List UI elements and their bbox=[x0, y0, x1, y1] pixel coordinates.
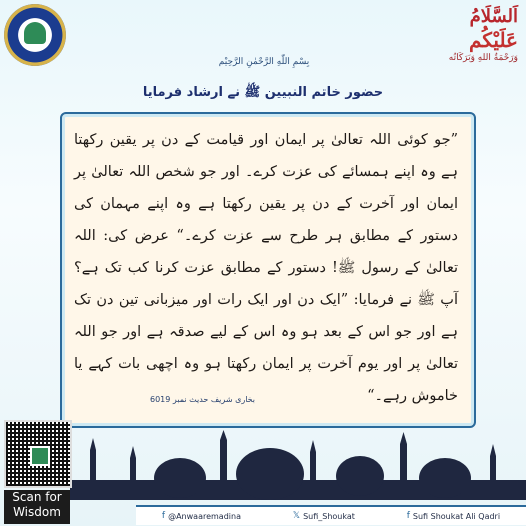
qr-code[interactable] bbox=[4, 420, 72, 488]
social-link-facebook[interactable] bbox=[162, 511, 241, 521]
social-footer bbox=[136, 505, 526, 525]
bismillah: بِسْمِ اللّٰهِ الرَّحْمٰنِ الرَّحِيْم bbox=[218, 57, 310, 67]
salaam-line-1: اَلسَّلَامُ bbox=[469, 6, 518, 27]
dome-icon bbox=[24, 22, 46, 44]
facebook-icon: f bbox=[406, 511, 410, 521]
hadith-text: ”جو کوئی اللہ تعالیٰ پر ایمان اور قیامت کے دن پر یقین رکھتا ہے وہ اپنے ہمسائے کی عزت کرے۔ اور جو شخص اللہ تعالیٰ پر ایمان اور آخرت کے دن پر یقین رکھتا ہے وہ اپنے مہمان کی دستور کے مطابق ہر طرح سے عزت کرے۔“ عرض کی: اللہ تعالیٰ کے رسول ﷺ! دستور کے مطابق عزت کرنا کب تک ہے؟ آپ ﷺ نے فرمایا: ”ایک دن اور ایک رات اور میزبانی تین دن تک ہے اور جو اس کے بعد ہو وہ اس کے لیے صدقہ ہے اور جو اللہ تعالیٰ پر اور یوم آخرت پر ایمان رکھتا ہو وہ اچھی بات کہے یا خاموش رہے۔“ bbox=[74, 132, 458, 404]
salaam-line-2: عَلَيْكُم bbox=[469, 28, 518, 52]
social-link-facebook-page[interactable] bbox=[407, 511, 500, 521]
hadith-banner: حضور خاتم النبیین ﷺ نے ارشاد فرمایا bbox=[142, 85, 384, 100]
social-label: @Anwaaremadina bbox=[168, 511, 241, 521]
salaam-calligraphy bbox=[398, 6, 518, 64]
social-label: Sufi_Shoukat bbox=[303, 511, 355, 521]
facebook-icon: f bbox=[161, 511, 166, 521]
mosque-skyline bbox=[70, 430, 526, 500]
qr-logo-icon bbox=[30, 446, 50, 466]
salaam-line-3: وَرَحْمَةُ اللهِ وَبَرَكَاتُه bbox=[448, 53, 518, 63]
social-label: Sufi Shoukat Ali Qadri bbox=[412, 511, 501, 521]
scan-caption: Scan for Wisdom bbox=[4, 490, 70, 524]
hadith-reference: بخاری شریف حدیث نمبر 6019 bbox=[150, 395, 256, 404]
x-icon: 𝕏 bbox=[292, 511, 301, 521]
brand-logo bbox=[4, 4, 66, 66]
social-link-x[interactable] bbox=[293, 511, 355, 521]
